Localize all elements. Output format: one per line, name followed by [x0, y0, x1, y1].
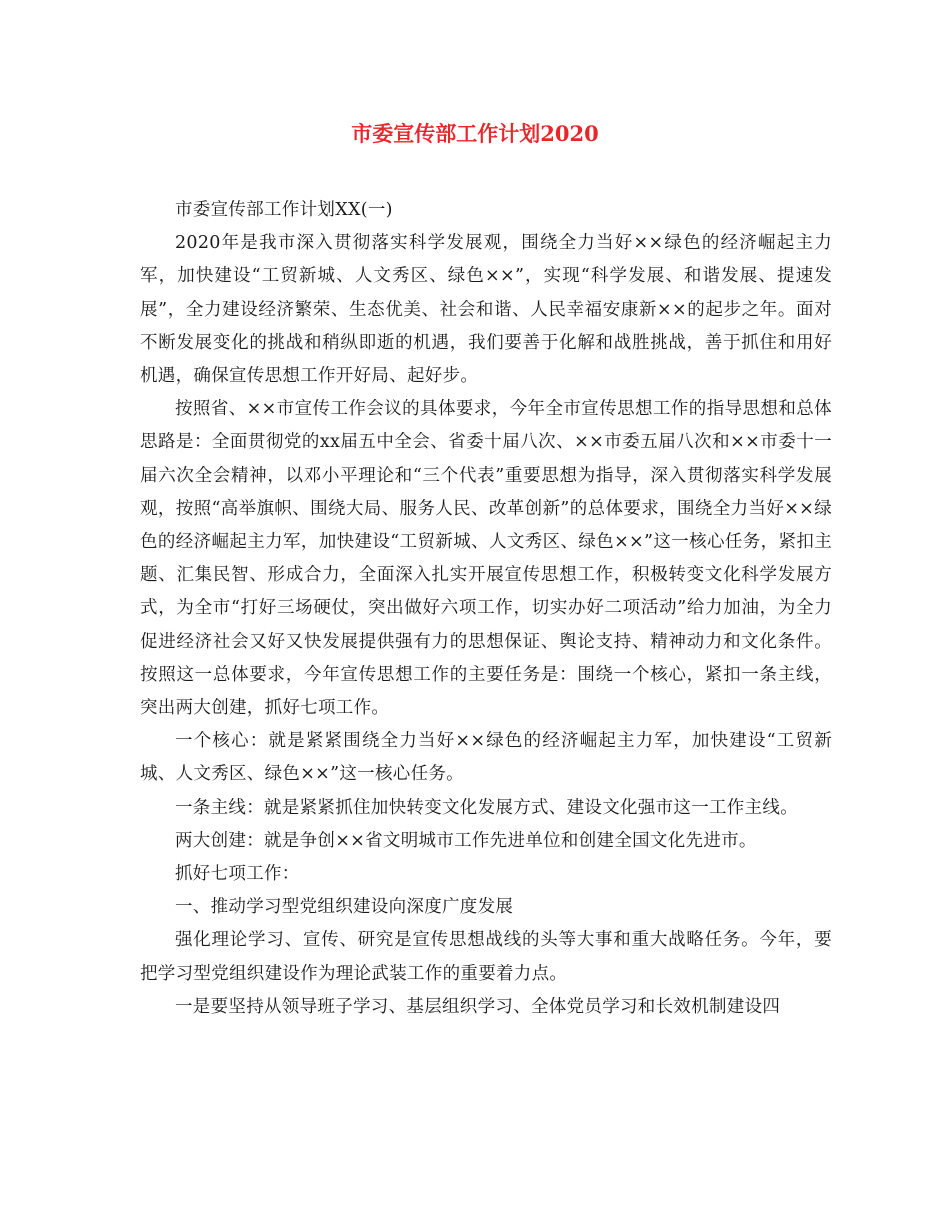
paragraph: 按照省、××市宣传工作会议的具体要求，今年全市宣传思想工作的指导思想和总体思路是：全面贯彻党的xx届五中全会、省委十届八次、××市委五届八次和××市委十一届六次全会精神，以邓小平理论和“三个代表”重要思想为指导，深入贯彻落实科学发展观，按照“高举旗帜、围绕大局、服务人民、改革创新”的总体要求，围绕全力当好××绿色的经济崛起主力军，加快建设“工贸新城、人文秀区、绿色××”这一核心任务，紧扣主题、汇集民智、形成合力，全面深入扎实开展宣传思想工作，积极转变文化科学发展方式，为全市“打好三场硬仗，突出做好六项工作，切实办好二项活动”给力加油，为全力促进经济社会又好又快发展提供强有力的思想保证、舆论支持、精神动力和文化条件。按照这一总体要求，今年宣传思想工作的主要任务是：围绕一个核心，紧扣一条主线，突出两大创建，抓好七项工作。	[140, 399, 832, 719]
paragraph: 抓好七项工作：	[175, 864, 300, 885]
paragraph: 2020年是我市深入贯彻落实科学发展观，围绕全力当好××绿色的经济崛起主力军，加快建设“工贸新城、人文秀区、绿色××”，实现“科学发展、和谐发展、提速发展”，全力建设经济繁荣、生态优美、社会和谐、人民幸福安康新××的起步之年。面对不断发展变化的挑战和稍纵即逝的机遇，我们要善于化解和战胜挑战，善于抓住和用好机遇，确保宣传思想工作开好局、起好步。	[140, 233, 832, 387]
paragraph: 一个核心：就是紧紧围绕全力当好××绿色的经济崛起主力军，加快建设“工贸新城、人文秀区、绿色××”这一核心任务。	[140, 731, 832, 785]
paragraph-subtitle: 市委宣传部工作计划XX(一)	[175, 200, 393, 220]
paragraph: 两大创建：就是争创××省文明城市工作先进单位和创建全国文化先进市。	[175, 830, 757, 851]
paragraph: 一条主线：就是紧紧抓住加快转变文化发展方式、建设文化强市这一工作主线。	[175, 797, 798, 818]
document-body	[140, 194, 832, 1024]
paragraph: 一是要坚持从领导班子学习、基层组织学习、全体党员学习和长效机制建设四	[175, 996, 781, 1017]
document-title: 市委宣传部工作计划2020	[351, 121, 599, 146]
paragraph: 强化理论学习、宣传、研究是宣传思想战线的头等大事和重大战略任务。今年，要把学习型党组织建设作为理论武装工作的重要着力点。	[140, 930, 832, 984]
section-heading: 一、推动学习型党组织建设向深度广度发展	[175, 897, 514, 918]
